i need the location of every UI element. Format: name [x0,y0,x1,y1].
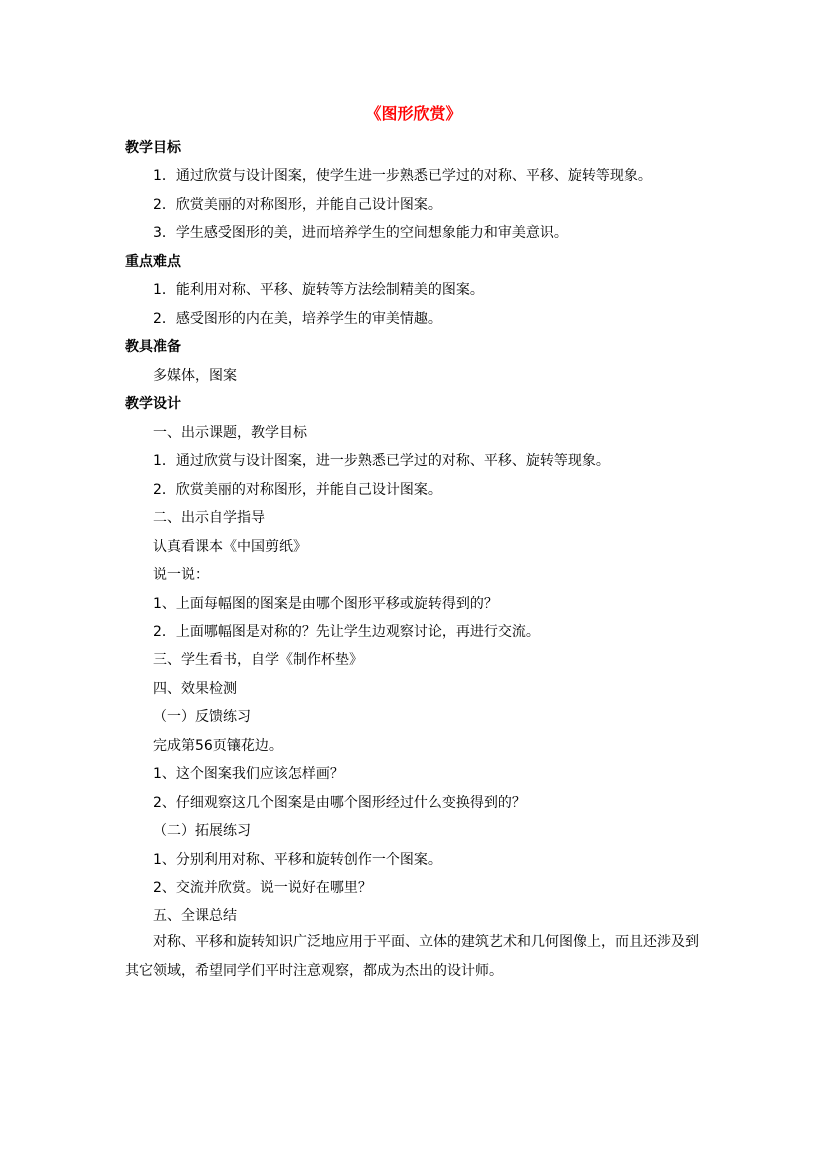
objective-line-2: 2．欣赏美丽的对称图形，并能自己设计图案。 [153,197,442,213]
design-line-7: 1、上面每幅图的图案是由哪个图形平移或旋转得到的？ [153,596,498,612]
design-line-10: 四、效果检测 [153,681,237,697]
objective-line-3: 3．学生感受图形的美，进而培养学生的空间想象能力和审美意识。 [153,225,568,241]
design-line-18: 五、全课总结 [153,908,237,924]
summary-paragraph: 对称、平移和旋转知识广泛地应用于平面、立体的建筑艺术和几何图像上，而且还涉及到其它领域，希望同学们平时注意观察，都成为杰出的设计师。 [125,934,699,979]
design-line-11: （一）反馈练习 [153,709,251,725]
design-line-3: 2．欣赏美丽的对称图形，并能自己设计图案。 [153,482,442,498]
section-heading-objectives: 教学目标 [125,140,181,156]
key-point-line-2: 2．感受图形的内在美，培养学生的审美情趣。 [153,311,442,327]
section-heading-materials: 教具准备 [125,339,181,355]
design-line-2: 1．通过欣赏与设计图案，进一步熟悉已学过的对称、平移、旋转等现象。 [153,453,610,469]
design-line-15: （二）拓展练习 [153,823,251,839]
design-line-8: 2．上面哪幅图是对称的？先让学生边观察讨论，再进行交流。 [153,624,540,640]
key-point-line-1: 1．能利用对称、平移、旋转等方法绘制精美的图案。 [153,282,484,298]
document-title: 《图形欣赏》 [365,104,462,123]
design-line-14: 2、仔细观察这几个图案是由哪个图形经过什么变换得到的？ [153,795,526,811]
section-heading-design: 教学设计 [125,396,181,412]
design-line-17: 2、交流并欣赏。说一说好在哪里？ [153,880,372,896]
design-line-1: 一、出示课题，教学目标 [153,425,307,441]
design-line-4: 二、出示自学指导 [153,510,265,526]
design-line-5: 认真看课本《中国剪纸》 [153,539,307,555]
design-line-13: 1、这个图案我们应该怎样画？ [153,766,344,782]
design-line-6: 说一说： [153,567,209,583]
design-line-9: 三、学生看书，自学《制作杯垫》 [153,652,363,668]
design-line-16: 1、分别利用对称、平移和旋转创作一个图案。 [153,852,442,868]
materials-line-1: 多媒体，图案 [153,368,237,384]
design-line-12: 完成第56页镶花边。 [153,738,283,754]
objective-line-1: 1．通过欣赏与设计图案，使学生进一步熟悉已学过的对称、平移、旋转等现象。 [153,168,652,184]
section-heading-key-points: 重点难点 [125,254,181,270]
